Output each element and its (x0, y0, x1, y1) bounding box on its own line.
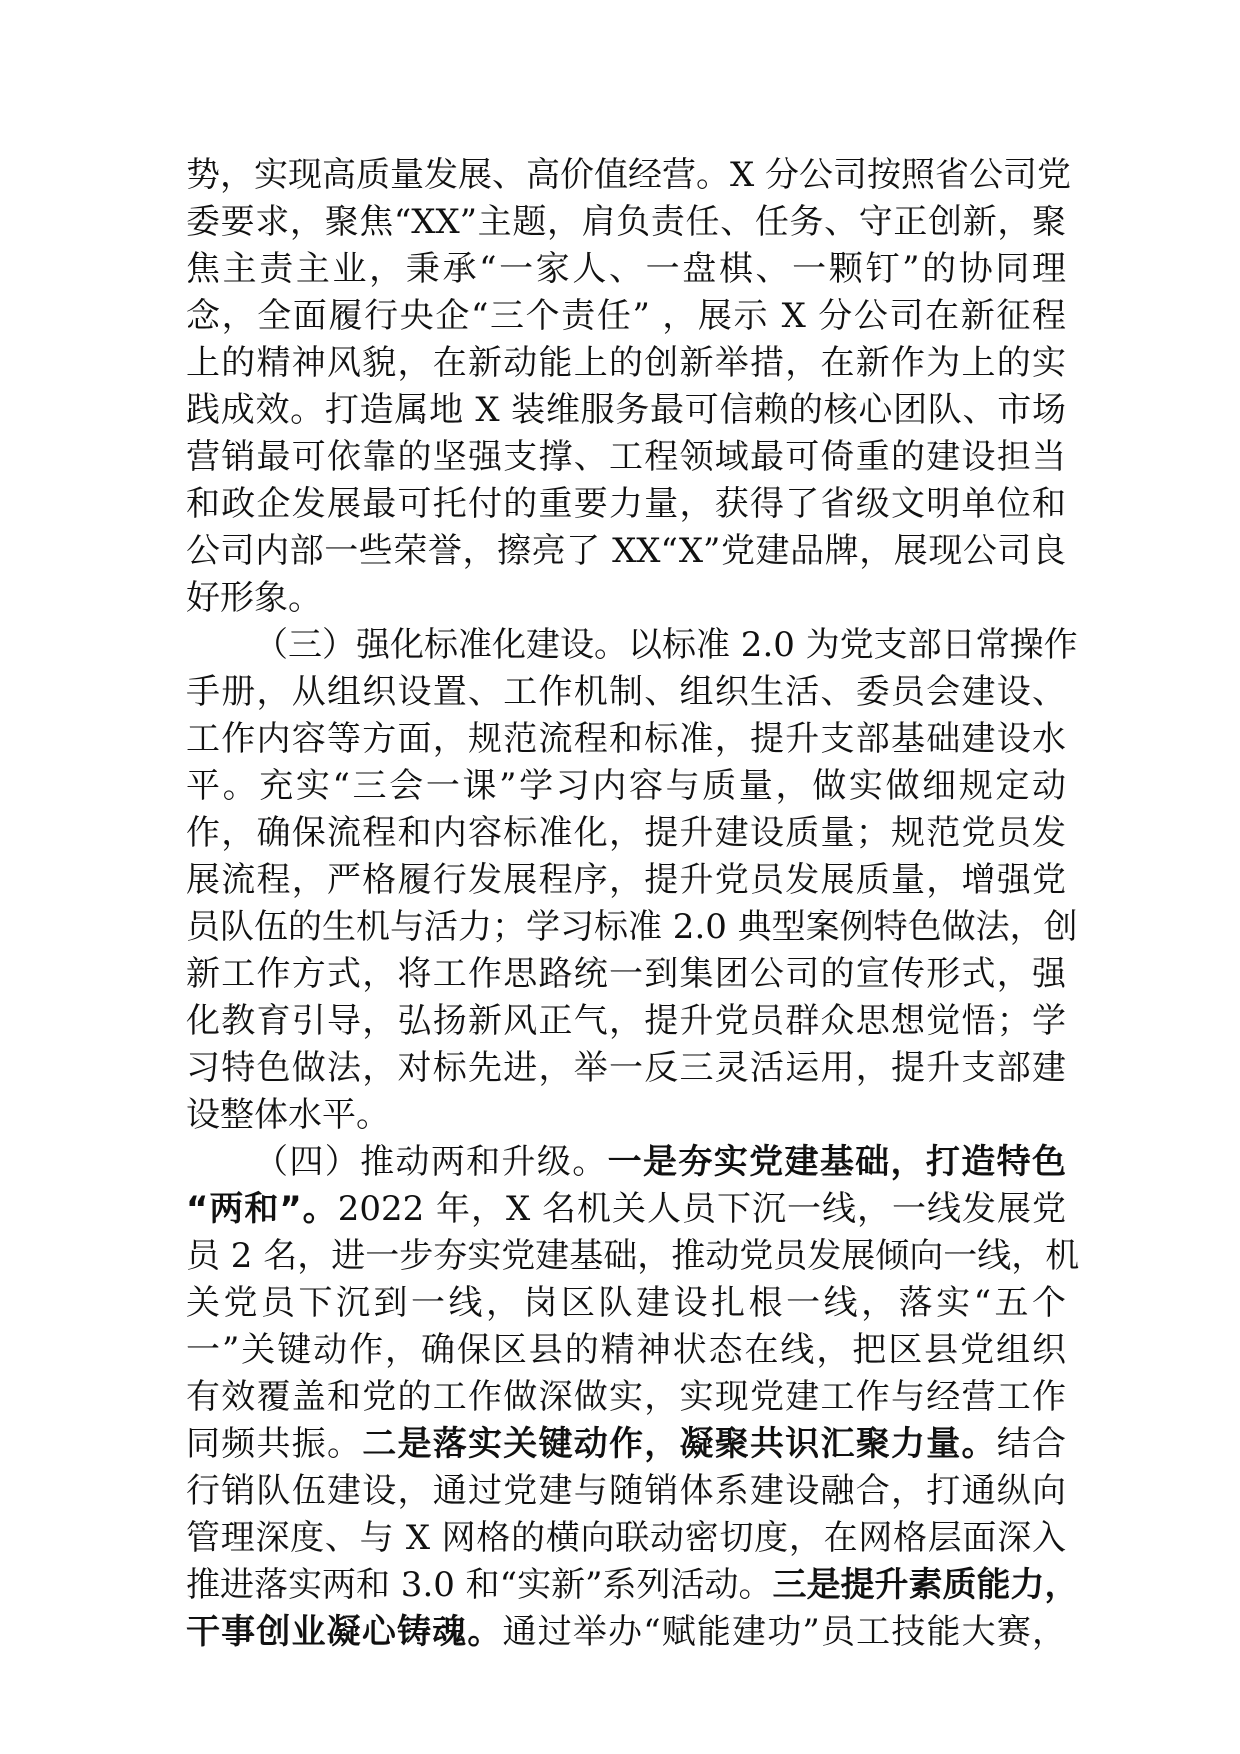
text-line: 营销最可依靠的坚强支撑、工程领域最可倚重的建设担当 (186, 437, 1066, 477)
text-line: 势，实现高质量发展、高价值经营。X 分公司按照省公司党 (186, 155, 1072, 195)
text-line: 手册，从组织设置、工作机制、组织生活、委员会建设、 (186, 672, 1066, 712)
text-line: 管理深度、与 X 网格的横向联动密切度，在网格层面深入 (186, 1518, 1066, 1558)
bold-segment: 二是落实关键动作，凝聚共识汇聚力量。 (362, 1424, 997, 1464)
text-line: 和政企发展最可托付的重要力量，获得了省级文明单位和 (186, 484, 1066, 524)
line-segment: 推进落实两和 3.0 和“实新”系列活动。 (186, 1565, 773, 1605)
body-text (186, 152, 1080, 1656)
section-heading-line: （三）强化标准化建设。以标准 2.0 为党支部日常操作 (254, 625, 1078, 665)
text-line: 行销队伍建设，通过党建与随销体系建设融合，打通纵向 (186, 1471, 1066, 1511)
text-line: 习特色做法，对标先进，举一反三灵活运用，提升支部建 (186, 1048, 1066, 1088)
text-line: 践成效。打造属地 X 装维服务最可信赖的核心团队、市场 (186, 390, 1066, 430)
text-line: 一”关键动作，确保区县的精神状态在线，把区县党组织 (186, 1330, 1066, 1370)
text-line: 平。充实“三会一课”学习内容与质量，做实做细规定动 (186, 766, 1066, 806)
text-line: 设整体水平。 (186, 1095, 390, 1135)
text-line (186, 1186, 1066, 1233)
text-line: 委要求，聚焦“XX”主题，肩负责任、任务、守正创新，聚 (186, 202, 1066, 242)
text-line: 展流程，严格履行发展程序，提升党员发展质量，增强党 (186, 860, 1066, 900)
text-line: 好形象。 (186, 578, 322, 618)
line-segment: 2022 年，X 名机关人员下沉一线，一线发展党 (337, 1189, 1066, 1229)
text-line (186, 1609, 1066, 1656)
bold-segment: 一是夯实党建基础，打造特色 (607, 1142, 1067, 1182)
text-line: 焦主责主业，秉承“一家人、一盘棋、一颗钉”的协同理 (186, 249, 1066, 289)
text-line: 关党员下沉到一线，岗区队建设扎根一线，落实“五个 (186, 1283, 1066, 1323)
section-heading-line (254, 1139, 1066, 1186)
text-line (186, 1421, 1066, 1468)
bold-segment: 三是提升素质能力， (772, 1565, 1079, 1605)
text-line: 员 2 名，进一步夯实党建基础，推动党员发展倾向一线，机 (186, 1236, 1080, 1276)
line-segment: 结合 (996, 1424, 1066, 1464)
text-line: 员队伍的生机与活力；学习标准 2.0 典型案例特色做法，创 (186, 907, 1078, 947)
text-line: 工作内容等方面，规范流程和标准，提升支部基础建设水 (186, 719, 1066, 759)
text-line: 公司内部一些荣誉，擦亮了 XX“X”党建品牌，展现公司良 (186, 531, 1066, 571)
text-line: 新工作方式，将工作思路统一到集团公司的宣传形式，强 (186, 954, 1066, 994)
text-line: 化教育引导，弘扬新风正气，提升党员群众思想觉悟；学 (186, 1001, 1066, 1041)
line-segment: 同频共振。 (186, 1424, 363, 1464)
bold-segment: “两和”。 (186, 1189, 338, 1229)
bold-segment: 干事创业凝心铸魂。 (186, 1612, 503, 1652)
text-line (186, 1562, 1079, 1609)
text-line: 作，确保流程和内容标准化，提升建设质量；规范党员发 (186, 813, 1066, 853)
text-line: 上的精神风貌，在新动能上的创新举措，在新作为上的实 (186, 343, 1066, 383)
line-segment: （四）推动两和升级。 (254, 1142, 608, 1182)
text-line: 有效覆盖和党的工作做深做实，实现党建工作与经营工作 (186, 1377, 1066, 1417)
text-line: 念，全面履行央企“三个责任” ，展示 X 分公司在新征程 (186, 296, 1066, 336)
line-segment: 通过举办“赋能建功”员工技能大赛， (502, 1612, 1067, 1652)
